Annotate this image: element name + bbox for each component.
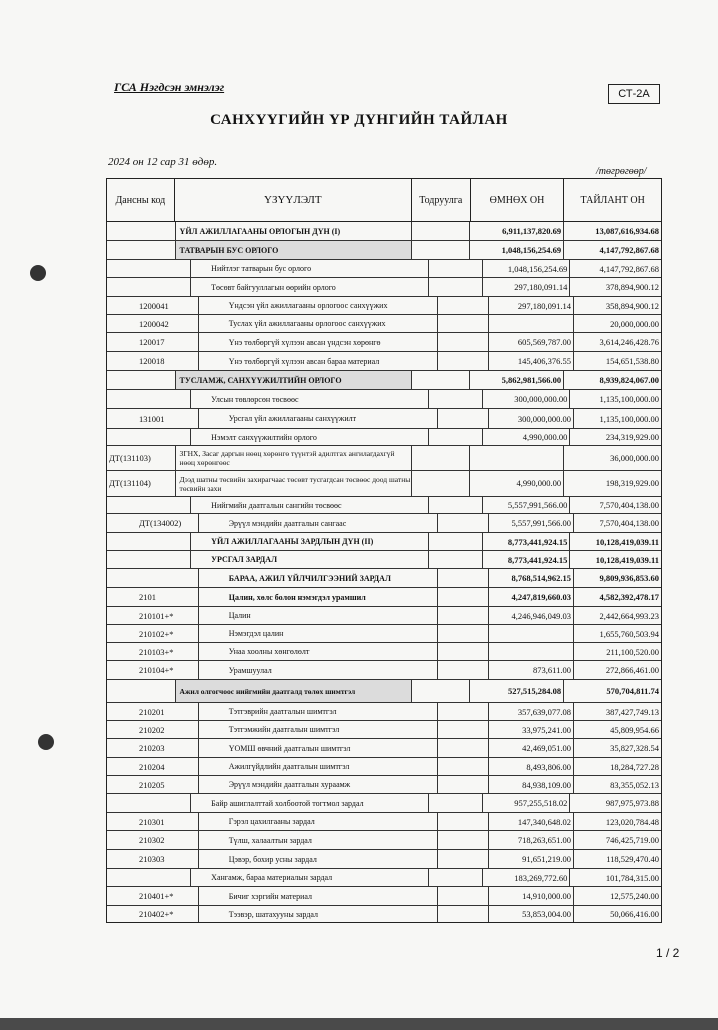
row-current: 101,784,315.00 [605, 872, 659, 883]
binder-hole-bottom [38, 734, 54, 750]
table-row [107, 569, 661, 588]
row-code [127, 869, 191, 886]
row-opening: 957,255,518.02 [483, 794, 571, 812]
row-current: 50,066,416.00 [610, 909, 659, 919]
table-row [107, 429, 661, 446]
table-row [107, 471, 661, 497]
row-item: Бичиг хэргийн материал [199, 887, 438, 905]
row-opening: 5,862,981,566.00 [470, 371, 564, 389]
row-item: Тээвэр, шатахууны зардал [199, 906, 438, 922]
row-note [412, 471, 470, 496]
row-item: ҮЙЛ АЖИЛЛАГААНЫ ЗАРДЛЫН ДҮН (II) [191, 533, 428, 550]
table-row [107, 315, 661, 333]
table-row [107, 643, 661, 661]
table-row [107, 390, 661, 409]
row-code: 120018 [137, 352, 199, 370]
table-row [107, 222, 661, 241]
row-current: 4,582,392,478.17 [599, 592, 659, 602]
row-current: 1,655,760,503.94 [599, 628, 659, 639]
row-note [438, 831, 490, 849]
row-opening: 8,773,441,924.15 [483, 533, 571, 550]
table-row [107, 278, 661, 297]
row-note [438, 887, 490, 905]
row-note [438, 643, 490, 660]
table-row [107, 661, 661, 680]
row-code [127, 278, 191, 296]
table-row [107, 514, 661, 533]
row-code [127, 551, 191, 568]
row-current: 12,575,240.00 [610, 891, 659, 901]
row-note [438, 315, 490, 332]
row-opening: 300,000,000.00 [483, 390, 571, 408]
row-code [127, 390, 191, 408]
form-code: СТ-2А [608, 84, 660, 104]
row-item: ҮОМШ өвчний даатгалын шимтгэл [199, 739, 438, 757]
row-opening: 357,639,077.08 [489, 703, 574, 720]
row-item: Улсын төвлөрсөн төсвөөс [191, 390, 428, 408]
table-row [107, 680, 661, 703]
row-note [412, 222, 470, 240]
row-current: 358,894,900.12 [605, 300, 659, 311]
row-current: 154,651,538.80 [605, 356, 659, 366]
row-code: 2101 [137, 588, 199, 606]
row-note [438, 409, 490, 428]
row-note [438, 569, 490, 587]
row-current: 1,135,100,000.00 [599, 394, 659, 404]
row-current: 746,425,719.00 [605, 835, 659, 845]
table-row [107, 409, 661, 429]
row-note [438, 514, 490, 532]
header-code: Дансны код [107, 179, 175, 221]
row-opening: 8,768,514,962.15 [489, 569, 574, 587]
table-row [107, 497, 661, 514]
row-note [429, 533, 483, 550]
row-current: 45,809,954.66 [610, 724, 659, 735]
row-opening: 84,938,109.00 [489, 776, 574, 793]
row-opening: 4,246,946,049.03 [489, 607, 574, 624]
table-row [107, 241, 661, 260]
table-row [107, 887, 661, 906]
row-note [412, 680, 470, 702]
row-current: 211,100,520.00 [606, 646, 659, 657]
row-opening: 605,569,787.00 [489, 333, 574, 351]
row-code: 210302 [137, 831, 199, 849]
row-code: 210303 [137, 850, 199, 868]
table-row [107, 813, 661, 831]
row-item: ТУСЛАМЖ, САНХҮҮЖИЛТИЙН ОРЛОГО [176, 371, 413, 389]
row-current: 10,128,419,039.11 [595, 554, 659, 565]
row-item: Гэрэл цахилгааны зардал [199, 813, 438, 830]
row-code: 210203 [137, 739, 199, 757]
table-row [107, 446, 661, 471]
row-item: Дээд шатны төсвийн захирагчаас төсөвт тусгагдсан төсвөөс доод шатны төсвийн захи [176, 471, 413, 496]
row-opening: 297,180,091.14 [489, 297, 574, 314]
row-current: 13,087,616,934.68 [595, 226, 659, 236]
row-opening: 1,048,156,254.69 [470, 241, 564, 259]
table-row [107, 333, 661, 352]
row-current: 198,319,929.00 [605, 478, 659, 488]
table-row [107, 831, 661, 850]
table-row [107, 776, 661, 794]
row-current: 123,020,784.48 [605, 816, 659, 827]
row-current: 987,975,973.88 [605, 798, 659, 808]
row-item: Урамшуулал [199, 661, 438, 679]
row-item: Нийтлэг татварын бус орлого [191, 260, 428, 277]
row-note [412, 371, 470, 389]
row-note [438, 850, 490, 868]
row-item: ЗГНХ, Засаг даргын нөөц хөрөнгө түүнтэй адилтгах ангилагдахгүй нөөц хөрөнгөөс [176, 446, 413, 470]
row-current: 7,570,404,138.00 [599, 518, 659, 528]
row-current: 7,570,404,138.00 [599, 500, 659, 510]
row-code: ДТ(131103) [107, 446, 176, 470]
row-current: 20,000,000.00 [610, 318, 659, 329]
row-current: 4,147,792,867.68 [599, 263, 659, 274]
row-current: 3,614,246,428.76 [599, 337, 659, 347]
row-note [429, 869, 483, 886]
row-current: 1,135,100,000.00 [599, 413, 659, 424]
row-item: Төсөвт байгууллагын өөрийн орлого [191, 278, 428, 296]
row-item: Ажил олгогчоос нийгмийн даатгалд төлөх шимтгэл [176, 680, 413, 702]
row-note [438, 297, 490, 314]
table-row [107, 607, 661, 625]
row-note [429, 497, 483, 513]
row-note [429, 429, 483, 445]
row-code [127, 429, 191, 445]
row-item: Тэтгэмжийн даатгалын шимтгэл [199, 721, 438, 738]
row-current: 4,147,792,867.68 [599, 245, 659, 255]
row-current: 8,939,824,067.00 [599, 375, 659, 385]
row-opening: 4,990,000.00 [470, 471, 564, 496]
row-item: Байр ашиглалттай холбоотой тогтмол зардал [191, 794, 428, 812]
row-opening: 4,247,819,660.03 [489, 588, 574, 606]
row-current: 118,529,470.40 [606, 854, 659, 864]
row-note [438, 758, 490, 775]
row-current: 2,442,664,993.23 [599, 610, 659, 621]
row-code: 120017 [137, 333, 199, 351]
row-opening: 8,493,806.00 [489, 758, 574, 775]
row-item: Эрүүл мэндийн даатгалын хураамж [199, 776, 438, 793]
row-code: 210204 [137, 758, 199, 775]
row-code: ДТ(131104) [107, 471, 176, 496]
row-note [412, 446, 470, 470]
row-note [438, 625, 490, 642]
row-opening: 14,910,000.00 [489, 887, 574, 905]
table-row [107, 352, 661, 371]
row-code [127, 794, 191, 812]
row-current: 378,894,900.12 [605, 282, 659, 292]
row-note [429, 551, 483, 568]
row-opening: 42,469,051.00 [489, 739, 574, 757]
row-opening: 4,990,000.00 [483, 429, 571, 445]
report-title: САНХҮҮГИЙН ҮР ДҮНГИЙН ТАЙЛАН [210, 112, 508, 128]
row-current: 272,866,461.00 [605, 665, 659, 675]
row-item: Нийгмийн даатгалын сангийн төсвөөс [191, 497, 428, 513]
binder-hole-top [30, 265, 46, 281]
table-row [107, 297, 661, 315]
row-code: 210102+* [137, 625, 199, 642]
row-note [438, 661, 490, 679]
row-item: Нэмэгдэл цалин [199, 625, 438, 642]
row-current: 234,319,929.00 [605, 432, 659, 442]
row-code: 210205 [137, 776, 199, 793]
row-code: 210201 [137, 703, 199, 720]
row-item: Туслах үйл ажиллагааны орлогоос санхүүжих [199, 315, 438, 332]
row-item: Цалин, хөлс болон нэмэгдэл урамшил [199, 588, 438, 606]
row-note [412, 241, 470, 259]
table-row [107, 906, 661, 922]
table-header [107, 179, 661, 222]
header-item: ҮЗҮҮЛЭЛТ [175, 179, 412, 221]
table-row [107, 869, 661, 887]
table-body [107, 222, 661, 922]
row-opening: 300,000,000.00 [489, 409, 574, 428]
table-row [107, 703, 661, 721]
table-row [107, 794, 661, 813]
row-opening: 147,340,648.02 [489, 813, 574, 830]
row-opening: 297,180,091.14 [483, 278, 571, 296]
row-note [429, 794, 483, 812]
row-item: ҮЙЛ АЖИЛЛАГААНЫ ОРЛОГЫН ДҮН (I) [176, 222, 413, 240]
row-item: Түлш, халаалтын зардал [199, 831, 438, 849]
header-opening: ӨМНӨХ ОН [471, 179, 565, 221]
row-note [429, 260, 483, 277]
row-opening: 6,911,137,820.69 [470, 222, 564, 240]
row-current: 10,128,419,039.11 [595, 536, 659, 547]
row-opening: 145,406,376.55 [489, 352, 574, 370]
row-item: УРСГАЛ ЗАРДАЛ [191, 551, 428, 568]
row-code: 210301 [137, 813, 199, 830]
row-code: 210103+* [137, 643, 199, 660]
table-row [107, 758, 661, 776]
row-note [438, 352, 490, 370]
header-note: Тодруулга [412, 179, 471, 221]
row-item: Эрүүл мэндийн даатгалын сангаас [199, 514, 438, 532]
row-code: 210402+* [137, 906, 199, 922]
income-statement-table [106, 178, 662, 923]
row-note [429, 390, 483, 408]
row-item: Урсгал үйл ажиллагааны санхүүжилт [199, 409, 438, 428]
row-note [438, 906, 490, 922]
row-code: 1200041 [137, 297, 199, 314]
page-number: 1 / 2 [656, 946, 680, 960]
row-current: 18,284,727.28 [610, 761, 659, 772]
row-code [107, 241, 176, 259]
row-opening: 53,853,004.00 [489, 906, 574, 922]
row-note [438, 776, 490, 793]
table-row [107, 721, 661, 739]
row-item: Нэмэлт санхүүжилтийн орлого [191, 429, 428, 445]
row-code [127, 497, 191, 513]
row-code [127, 260, 191, 277]
row-item: Ажилгүйдлийн даатгалын шимтгэл [199, 758, 438, 775]
row-current: 570,704,811.74 [606, 685, 659, 696]
row-code [107, 371, 176, 389]
row-opening: 183,269,772.60 [483, 869, 571, 886]
row-current: 36,000,000.00 [610, 452, 659, 463]
row-opening: 1,048,156,254.69 [483, 260, 571, 277]
row-note [438, 721, 490, 738]
row-note [429, 278, 483, 296]
row-code: 210202 [137, 721, 199, 738]
table-row [107, 260, 661, 278]
row-opening: 873,611.00 [489, 661, 574, 679]
row-item: Унаа хоолны хөнгөлөлт [199, 643, 438, 660]
row-code [107, 222, 176, 240]
row-opening: 5,557,991,566.00 [489, 514, 574, 532]
row-note [438, 703, 490, 720]
row-opening: 8,773,441,924.15 [483, 551, 571, 568]
row-item: БАРАА, АЖИЛ ҮЙЛЧИЛГЭЭНИЙ ЗАРДАЛ [199, 569, 438, 587]
row-opening: 91,651,219.00 [489, 850, 574, 868]
row-item: Цэвэр, бохир усны зардал [199, 850, 438, 868]
row-item: Үнэ төлбөргүй хүлээн авсан үндсэн хөрөнгө [199, 333, 438, 351]
row-opening: 33,975,241.00 [489, 721, 574, 738]
table-row [107, 625, 661, 643]
table-row [107, 533, 661, 551]
row-note [438, 739, 490, 757]
row-opening: 527,515,284.08 [470, 680, 564, 702]
row-code [107, 680, 176, 702]
row-note [438, 813, 490, 830]
row-code: 210101+* [137, 607, 199, 624]
table-row [107, 739, 661, 758]
row-opening [470, 446, 564, 470]
row-code: 131001 [137, 409, 199, 428]
row-item: Тэтгэврийн даатгалын шимтгэл [199, 703, 438, 720]
row-note [438, 588, 490, 606]
table-row [107, 850, 661, 869]
row-item: Хангамж, бараа материалын зардал [191, 869, 428, 886]
row-current: 387,427,749.13 [605, 706, 659, 717]
row-item: Үндсэн үйл ажиллагааны орлогоос санхүүжих [199, 297, 438, 314]
report-date: 2024 он 12 сар 31 өдөр. [108, 156, 218, 168]
row-code [127, 533, 191, 550]
row-code: 210401+* [137, 887, 199, 905]
row-current: 83,355,052.13 [610, 779, 659, 790]
scan-edge [0, 1018, 718, 1030]
header-current: ТАЙЛАНТ ОН [580, 194, 645, 206]
row-opening: 5,557,991,566.00 [483, 497, 571, 513]
row-current: 9,809,936,853.60 [599, 573, 659, 583]
row-opening [489, 315, 574, 332]
row-note [438, 333, 490, 351]
row-opening [489, 643, 574, 660]
row-opening [489, 625, 574, 642]
table-row [107, 588, 661, 607]
row-code: ДТ(134002) [137, 514, 199, 532]
row-item: Үнэ төлбөргүй хүлээн авсан бараа материал [199, 352, 438, 370]
row-opening: 718,263,651.00 [489, 831, 574, 849]
row-item: Цалин [199, 607, 438, 624]
table-row [107, 551, 661, 569]
row-current: 35,827,328.54 [610, 743, 659, 753]
row-note [438, 607, 490, 624]
organization-name: ГСА Нэгдсэн эмнэлэг [114, 80, 225, 94]
currency-unit: /төгрөгөөр/ [596, 166, 647, 177]
row-code: 1200042 [137, 315, 199, 332]
row-code: 210104+* [137, 661, 199, 679]
table-row [107, 371, 661, 390]
row-item: ТАТВАРЫН БУС ОРЛОГО [176, 241, 413, 259]
row-code [137, 569, 199, 587]
